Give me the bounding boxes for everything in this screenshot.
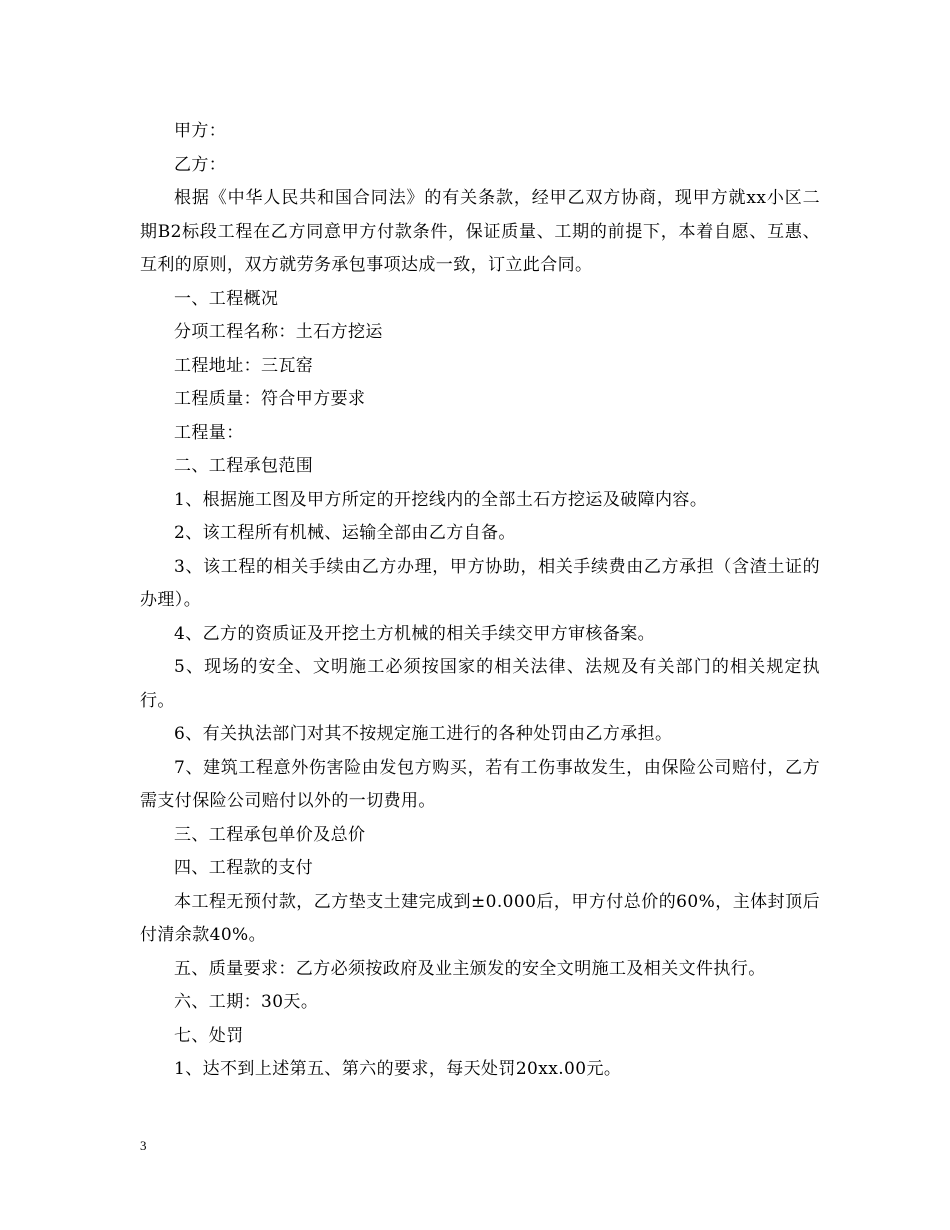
section-heading-payment: 四、工程款的支付 [174, 858, 314, 878]
preamble-paragraph: 根据《中华人民共和国合同法》的有关条款，经甲乙双方协商，现甲方就xx小区二期B2标段工程在乙方同意甲方付款条件，保证质量、工期的前提下，本着自愿、互惠、互利的原则，双方就劳务承包事项达成一致，订立此合同。 [140, 188, 820, 275]
page-number: 3 [140, 1138, 147, 1153]
section-heading-penalty: 七、处罚 [174, 1025, 244, 1046]
section-heading-price: 三、工程承包单价及总价 [174, 824, 366, 845]
section-heading-overview: 一、工程概况 [174, 288, 279, 309]
payment-paragraph: 本工程无预付款，乙方垫支土建完成到±0.000后，甲方付总价的60%，主体封顶后付清余款40%。 [140, 891, 820, 945]
contract-body [140, 115, 820, 1087]
party-b-line: 乙方： [174, 154, 227, 175]
scope-item-5: 5、现场的安全、文明施工必须按国家的相关法律、法规及有关部门的相关规定执行。 [140, 657, 820, 711]
project-quantity-line: 工程量： [174, 422, 244, 443]
scope-item-4: 4、乙方的资质证及开挖土方机械的相关手续交甲方审核备案。 [174, 623, 656, 644]
party-a-line: 甲方： [174, 121, 227, 141]
scope-item-2: 2、该工程所有机械、运输全部由乙方自备。 [174, 523, 516, 543]
duration-line: 六、工期：30天。 [174, 992, 319, 1012]
quality-requirement-line: 五、质量要求：乙方必须按政府及业主颁发的安全文明施工及相关文件执行。 [174, 958, 766, 979]
project-quality-line: 工程质量：符合甲方要求 [174, 389, 366, 409]
scope-item-3: 3、该工程的相关手续由乙方办理，甲方协助，相关手续费由乙方承担（含渣土证的办理）。 [140, 556, 820, 610]
project-name-line: 分项工程名称：土石方挖运 [174, 322, 383, 342]
scope-item-1: 1、根据施工图及甲方所定的开挖线内的全部土石方挖运及破障内容。 [174, 489, 708, 510]
penalty-item-1: 1、达不到上述第五、第六的要求，每天处罚20xx.00元。 [174, 1059, 622, 1079]
section-heading-scope: 二、工程承包范围 [174, 456, 314, 476]
scope-item-6: 6、有关执法部门对其不按规定施工进行的各种处罚由乙方承担。 [174, 724, 673, 744]
project-address-line: 工程地址：三瓦窑 [174, 355, 314, 376]
scope-item-7: 7、建筑工程意外伤害险由发包方购买，若有工伤事故发生，由保险公司赔付，乙方需支付保险公司赔付以外的一切费用。 [140, 757, 820, 811]
